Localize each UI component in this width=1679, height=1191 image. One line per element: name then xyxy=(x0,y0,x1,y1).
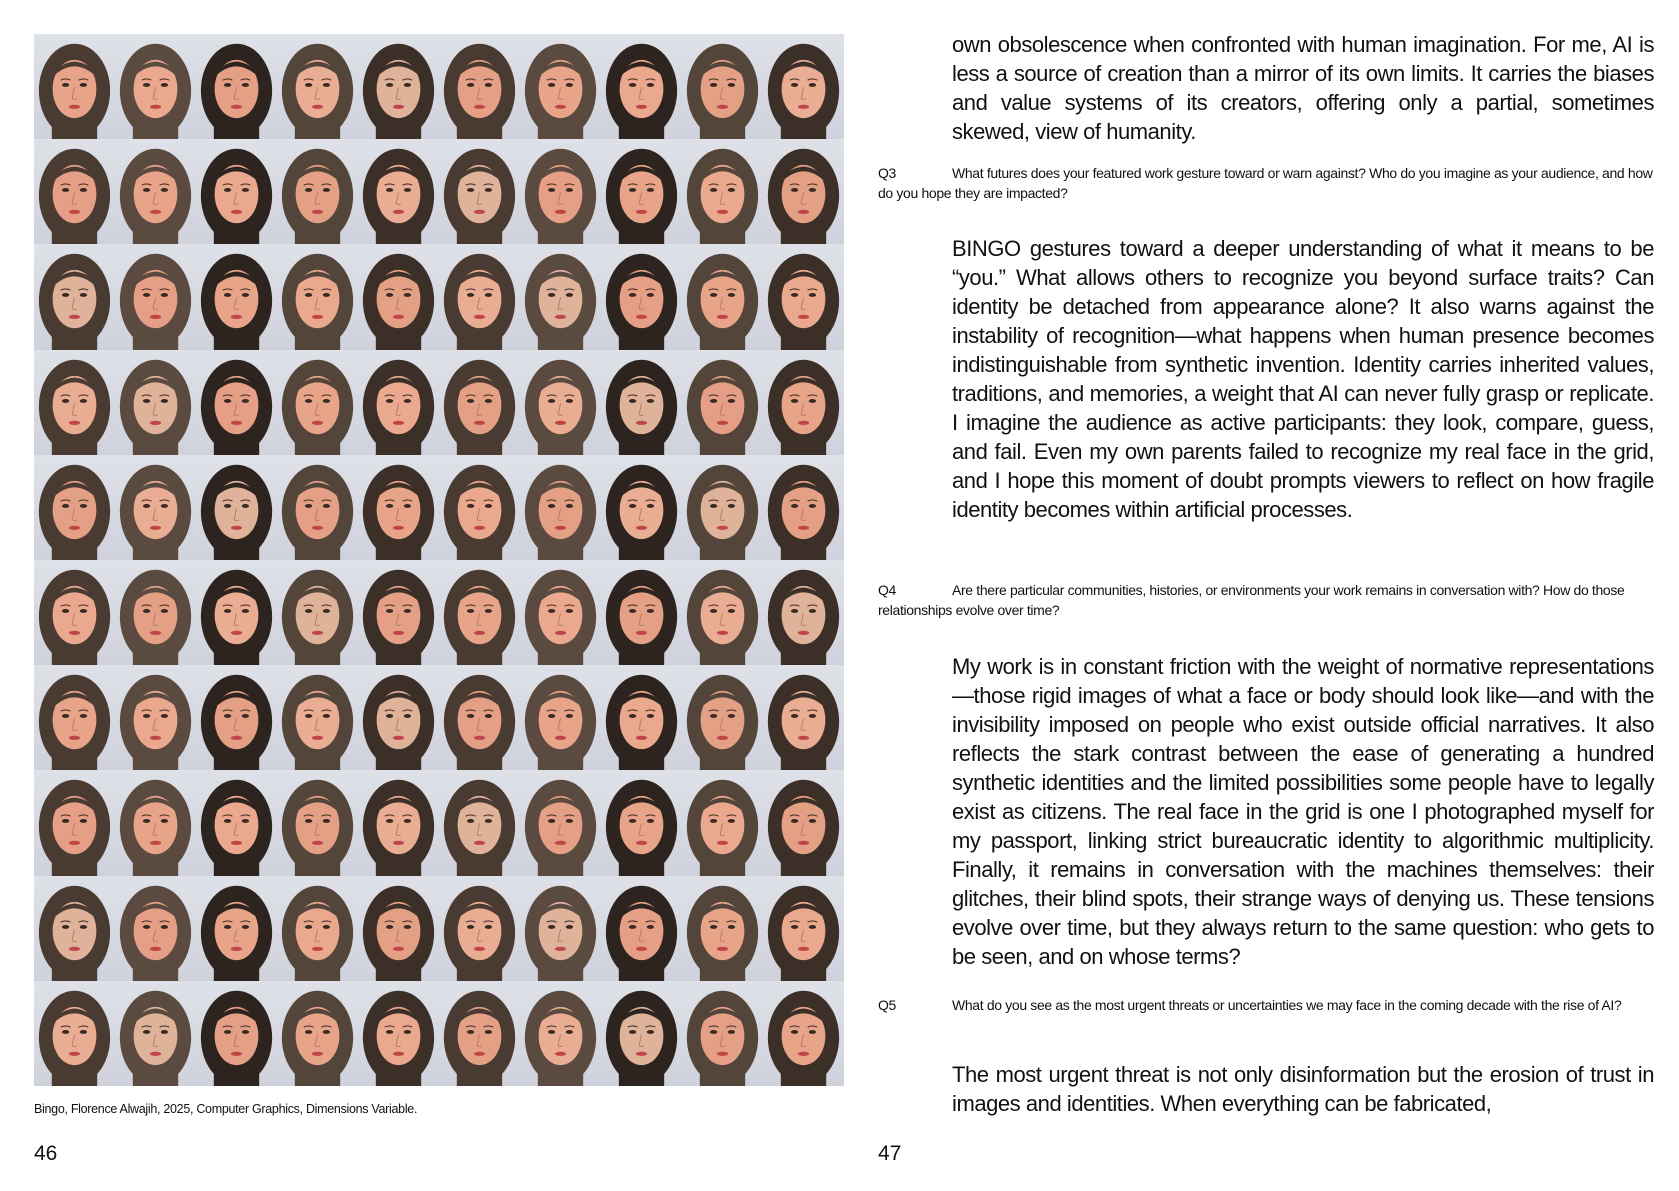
portrait-tile xyxy=(601,876,682,981)
portrait-tile xyxy=(439,665,520,770)
answer-paragraph: My work is in constant friction with the weight of normative representations—those rigid images of what a face or body should look like—and with the invisibility imposed on people who exist outside official narratives. It also reflects the stark contrast between the ease of generating a hundred synthetic identities and the limited possibilities some people have to legally exist as citizens. The real face in the grid is one I photographed myself for my passport, linking strict bureaucratic identity to algorithmic multiplicity. Finally, it remains in conversation with the machines themselves: their glitches, their blind spots, their strange ways of denying us. These tensions evolve over time, but they always return to the same question: who gets to be seen, and on whose terms? xyxy=(952,654,1654,969)
portrait-tile xyxy=(520,244,601,349)
portrait-tile xyxy=(682,560,763,665)
portrait-tile xyxy=(115,665,196,770)
portrait-tile xyxy=(34,244,115,349)
portrait-tile xyxy=(763,455,844,560)
portrait-tile xyxy=(115,981,196,1086)
portrait-tile xyxy=(358,244,439,349)
portrait-tile xyxy=(601,350,682,455)
portrait-tile xyxy=(763,981,844,1086)
portrait-tile xyxy=(34,34,115,139)
question-text: What futures does your featured work gesture toward or warn against? Who do you imagine as your audience, and how do you hope they are impacted? xyxy=(878,165,1653,201)
question-number: Q3 xyxy=(878,165,896,181)
question-number: Q5 xyxy=(878,997,896,1013)
portrait-tile xyxy=(763,244,844,349)
portrait-tile xyxy=(115,350,196,455)
portrait-tile xyxy=(115,876,196,981)
portrait-tile xyxy=(358,350,439,455)
portrait-tile xyxy=(115,34,196,139)
portrait-tile xyxy=(196,455,277,560)
portrait-tile xyxy=(358,139,439,244)
portrait-tile xyxy=(601,455,682,560)
portrait-tile xyxy=(439,876,520,981)
portrait-tile xyxy=(196,876,277,981)
portrait-tile xyxy=(439,244,520,349)
portrait-tile xyxy=(520,770,601,875)
portrait-tile xyxy=(682,244,763,349)
portrait-tile xyxy=(763,770,844,875)
portrait-tile xyxy=(196,770,277,875)
portrait-tile xyxy=(520,34,601,139)
portrait-tile xyxy=(601,770,682,875)
portrait-tile xyxy=(601,139,682,244)
portrait-tile xyxy=(601,665,682,770)
portrait-tile xyxy=(682,34,763,139)
portrait-tile xyxy=(682,139,763,244)
answer-paragraph: BINGO gestures toward a deeper understanding of what it means to be “you.” What allows others to recognize you beyond surface traits? Can identity be detached from appearance alone? It also warns against the instability of recognition—what happens when human presence becomes indistinguishable from synthetic invention. Identity carries inherited values, traditions, and memories, a weight that AI can never fully grasp or replicate. I imagine the audience as active participants: they look, compare, guess, and fail. Even my own parents failed to recognize my real face in the grid, and I hope this moment of doubt prompts viewers to reflect on how fragile identity becomes within artificial processes. xyxy=(952,236,1654,522)
portrait-tile xyxy=(682,981,763,1086)
portrait-tile xyxy=(34,455,115,560)
portrait-tile xyxy=(439,139,520,244)
question-text: Are there particular communities, histories, or environments your work remains in conversation with? How do those relationships evolve over time? xyxy=(878,582,1625,618)
question-q3 xyxy=(878,163,1654,203)
question-q5 xyxy=(878,995,1654,1015)
portrait-tile xyxy=(439,560,520,665)
portrait-tile xyxy=(196,34,277,139)
portrait-tile xyxy=(277,981,358,1086)
portrait-tile xyxy=(520,981,601,1086)
portrait-tile xyxy=(115,455,196,560)
portrait-tile xyxy=(115,770,196,875)
portrait-tile xyxy=(601,34,682,139)
portrait-tile xyxy=(196,350,277,455)
portrait-tile xyxy=(520,665,601,770)
portrait-tile xyxy=(358,981,439,1086)
portrait-tile xyxy=(115,139,196,244)
portrait-tile xyxy=(520,139,601,244)
portrait-tile xyxy=(763,139,844,244)
question-number: Q4 xyxy=(878,582,896,598)
portrait-tile xyxy=(34,139,115,244)
portrait-tile xyxy=(115,560,196,665)
portrait-tile xyxy=(520,560,601,665)
portrait-tile xyxy=(115,244,196,349)
portrait-tile xyxy=(601,244,682,349)
portrait-tile xyxy=(34,665,115,770)
portrait-tile xyxy=(763,350,844,455)
portrait-tile xyxy=(439,981,520,1086)
portrait-tile xyxy=(358,876,439,981)
portrait-tile xyxy=(358,665,439,770)
portrait-tile xyxy=(439,350,520,455)
page-number-right: 47 xyxy=(878,1142,902,1165)
portrait-tile xyxy=(682,876,763,981)
portrait-tile xyxy=(520,455,601,560)
portrait-tile xyxy=(277,34,358,139)
portrait-tile xyxy=(277,560,358,665)
question-text: What do you see as the most urgent threats or uncertainties we may face in the coming decade with the rise of AI? xyxy=(952,997,1622,1013)
portrait-tile xyxy=(358,560,439,665)
portrait-tile xyxy=(439,455,520,560)
question-q4 xyxy=(878,580,1654,620)
portrait-tile xyxy=(34,876,115,981)
answer-paragraph: own obsolescence when confronted with human imagination. For me, AI is less a source of creation than a mirror of its own limits. It carries the biases and value systems of its creators, offering only a partial, sometimes skewed, view of humanity. xyxy=(952,32,1654,144)
portrait-tile xyxy=(763,876,844,981)
portrait-tile xyxy=(277,770,358,875)
portrait-tile xyxy=(439,770,520,875)
portrait-tile xyxy=(196,139,277,244)
portrait-tile xyxy=(682,665,763,770)
portrait-tile xyxy=(277,876,358,981)
portrait-tile xyxy=(682,455,763,560)
artwork-caption: Bingo, Florence Alwajih, 2025, Computer Graphics, Dimensions Variable. xyxy=(34,1102,418,1116)
portrait-tile xyxy=(682,770,763,875)
portrait-tile xyxy=(358,455,439,560)
portrait-tile xyxy=(763,665,844,770)
portrait-tile xyxy=(196,981,277,1086)
portrait-tile xyxy=(196,665,277,770)
portrait-tile xyxy=(520,350,601,455)
page-number-left: 46 xyxy=(34,1142,58,1165)
portrait-tile xyxy=(196,560,277,665)
answer-paragraph: The most urgent threat is not only disinformation but the erosion of trust in images and identities. When everything can be fabricated, xyxy=(952,1062,1654,1116)
portrait-tile xyxy=(277,139,358,244)
portrait-tile xyxy=(358,34,439,139)
portrait-tile xyxy=(601,981,682,1086)
portrait-tile xyxy=(763,34,844,139)
portrait-tile xyxy=(34,981,115,1086)
portrait-tile xyxy=(601,560,682,665)
face-grid-artwork xyxy=(34,34,844,1086)
portrait-tile xyxy=(358,770,439,875)
portrait-tile xyxy=(520,876,601,981)
portrait-tile xyxy=(34,350,115,455)
portrait-tile xyxy=(439,34,520,139)
portrait-tile xyxy=(277,455,358,560)
portrait-tile xyxy=(682,350,763,455)
portrait-tile xyxy=(763,560,844,665)
portrait-tile xyxy=(34,560,115,665)
portrait-tile xyxy=(277,350,358,455)
portrait-tile xyxy=(196,244,277,349)
portrait-tile xyxy=(277,244,358,349)
portrait-tile xyxy=(34,770,115,875)
portrait-tile xyxy=(277,665,358,770)
